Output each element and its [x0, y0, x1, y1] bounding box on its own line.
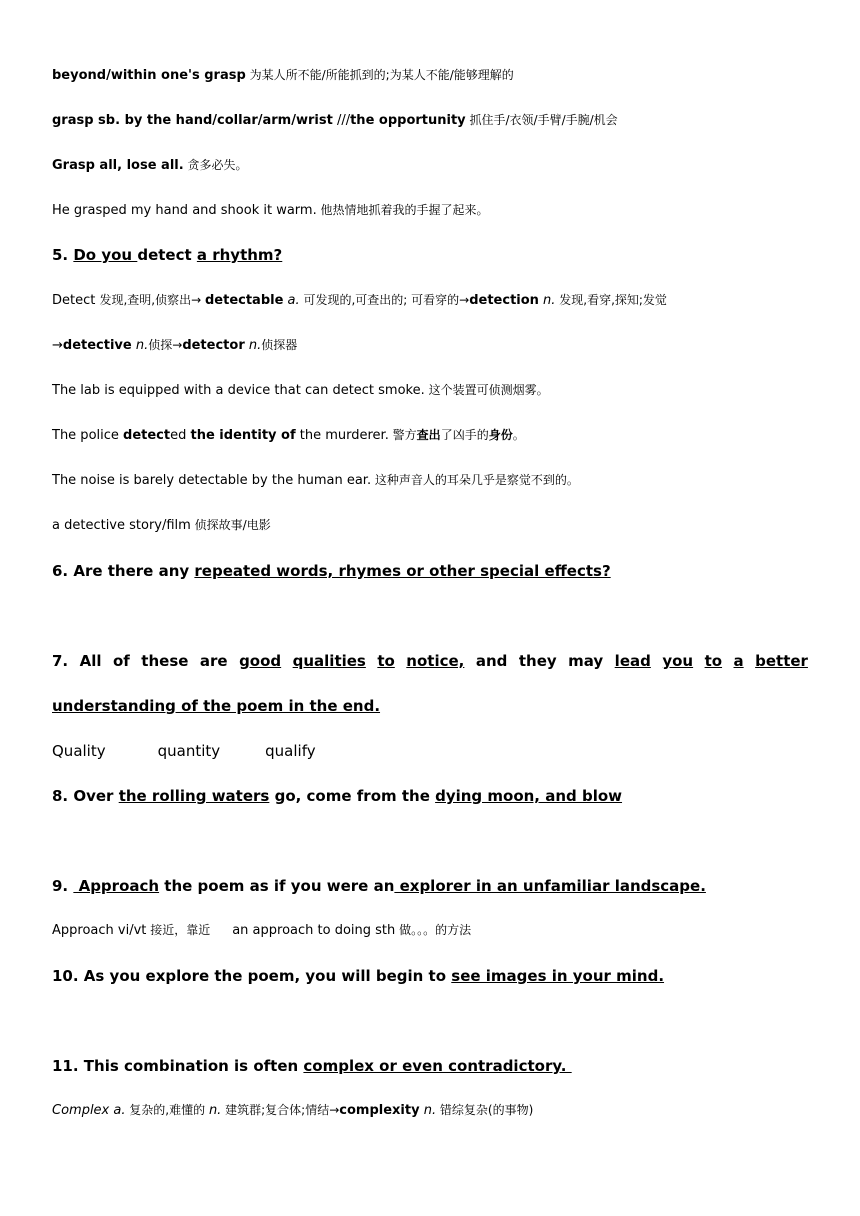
- item-number: 6.: [52, 562, 74, 580]
- translation: 侦探→: [148, 338, 183, 352]
- translation: 贪多必失。: [183, 158, 248, 172]
- item-number: 11.: [52, 1057, 84, 1075]
- word: to: [704, 652, 723, 670]
- word: Approach vi/vt: [52, 923, 147, 938]
- word: notice,: [406, 652, 465, 670]
- line-detect-example-3: [52, 471, 579, 490]
- word: of: [112, 652, 130, 670]
- heading-6: [52, 561, 611, 581]
- line-grasp-example: [52, 201, 489, 220]
- text: ed: [170, 428, 191, 443]
- line-grasp-all: [52, 156, 248, 175]
- heading-11: [52, 1056, 572, 1076]
- pos: n.: [244, 338, 262, 353]
- heading-5: [52, 245, 282, 265]
- text: the murderer.: [295, 428, 389, 443]
- text: Over: [73, 787, 119, 805]
- translation: 侦探器: [261, 338, 298, 352]
- word: they: [518, 652, 557, 670]
- translation: 接近，靠近: [146, 923, 211, 937]
- example-sentence: The lab is equipped with a device that can detect smoke.: [52, 383, 425, 398]
- word: lead: [614, 652, 651, 670]
- proverb: Grasp all, lose all.: [52, 158, 184, 173]
- translation: 发现,查明,侦察出→: [99, 293, 205, 307]
- heading-7-line-1: [52, 651, 808, 671]
- translation: 侦探故事/电影: [190, 518, 271, 532]
- underlined-text: the rolling waters: [118, 787, 270, 805]
- word: may: [568, 652, 604, 670]
- word: qualify: [265, 742, 316, 760]
- line-detective-story: [52, 516, 271, 535]
- pos: a.: [109, 1103, 126, 1118]
- example-sentence: He grasped my hand and shook it warm.: [52, 203, 317, 218]
- phrase-2: the opportunity: [350, 113, 466, 128]
- translation: 他热情地抓着我的手握了起来。: [316, 203, 489, 217]
- word: Complex: [52, 1103, 110, 1118]
- word: detector: [182, 338, 245, 353]
- word: qualities: [292, 652, 366, 670]
- item-number: 10.: [52, 967, 84, 985]
- phrase: beyond/within one's grasp: [52, 68, 246, 83]
- translation: 抓住手/衣领/手臂/手腕/机会: [465, 113, 618, 127]
- pos: n.: [131, 338, 149, 353]
- text: As you explore the poem, you will begin to: [83, 967, 452, 985]
- translation: 警方: [388, 428, 417, 442]
- translation: 。: [512, 428, 525, 442]
- pos: n.: [208, 1103, 222, 1118]
- line-detect-forms: [52, 291, 667, 310]
- underlined-text: explorer in an unfamiliar landscape.: [394, 877, 706, 895]
- translation-bold: 查出: [416, 428, 441, 442]
- word: detect: [123, 428, 171, 443]
- line-grasp-sb: [52, 111, 618, 130]
- translation: 可发现的,可查出的; 可看穿的→: [299, 293, 470, 307]
- underlined-text: Approach: [73, 877, 160, 895]
- arrow: →: [52, 338, 63, 353]
- text: Are there any: [73, 562, 195, 580]
- word: are: [199, 652, 228, 670]
- translation: 错综复杂(的事物): [436, 1103, 534, 1117]
- word: detective: [62, 338, 132, 353]
- word: better: [755, 652, 808, 670]
- word: and: [475, 652, 508, 670]
- item-number: 9.: [52, 877, 74, 895]
- underlined-text: Do you: [73, 246, 138, 264]
- text: The police: [52, 428, 124, 443]
- underlined-text: understanding of the poem in the end.: [52, 697, 381, 715]
- pos: n.: [419, 1103, 437, 1118]
- pos: a.: [283, 293, 300, 308]
- text: the poem as if you were an: [159, 877, 395, 895]
- translation-bold: 身份: [488, 428, 513, 442]
- separator: ///: [332, 113, 351, 128]
- line-detect-example-1: [52, 381, 549, 400]
- item-number: 8.: [52, 787, 74, 805]
- text: go, come from the: [269, 787, 436, 805]
- phrase: an approach to doing sth: [232, 923, 396, 938]
- phrase: the identity of: [190, 428, 296, 443]
- underlined-text: see images in your mind.: [451, 967, 665, 985]
- heading-10: [52, 966, 664, 986]
- line-grasp-phrase: [52, 66, 514, 85]
- phrase: grasp sb. by the hand/collar/arm/wrist: [52, 113, 333, 128]
- translation: 发现,看穿,探知;发觉: [555, 293, 667, 307]
- pos: n.: [538, 293, 556, 308]
- heading-8: [52, 786, 622, 806]
- word: All: [79, 652, 102, 670]
- example-sentence: The noise is barely detectable by the human ear.: [52, 473, 372, 488]
- word: detection: [469, 293, 539, 308]
- heading-9: [52, 876, 706, 896]
- item-number: 7.: [52, 652, 69, 670]
- translation: 为某人所不能/所能抓到的;为某人不能/能够理解的: [245, 68, 514, 82]
- phrase: a detective story/film: [52, 518, 191, 533]
- word: these: [141, 652, 189, 670]
- item-number: 5.: [52, 246, 74, 264]
- underlined-text: repeated words, rhymes or other special effects?: [194, 562, 611, 580]
- translation: 这种声音人的耳朵几乎是察觉不到的。: [371, 473, 579, 487]
- word: detectable: [204, 293, 284, 308]
- translation: 建筑群;复合体;情结→: [221, 1103, 340, 1117]
- heading-7-line-2: [52, 696, 380, 716]
- word: quantity: [157, 742, 221, 760]
- line-detective-forms: [52, 336, 297, 355]
- underlined-text: a rhythm?: [196, 246, 283, 264]
- word: Quality: [52, 742, 106, 760]
- word: complexity: [339, 1103, 420, 1118]
- translation: 复杂的,难懂的: [125, 1103, 209, 1117]
- underlined-text: complex or even contradictory.: [303, 1057, 572, 1075]
- word: Detect: [52, 293, 100, 308]
- text: detect: [137, 246, 197, 264]
- underlined-text: dying moon, and blow: [435, 787, 623, 805]
- line-detect-example-2: [52, 426, 525, 445]
- translation: 做。。。的方法: [395, 923, 472, 937]
- line-complex: [52, 1101, 533, 1120]
- translation: 了凶手的: [440, 428, 489, 442]
- line-quality-words: [52, 741, 316, 761]
- text: This combination is often: [83, 1057, 304, 1075]
- word: a: [733, 652, 744, 670]
- word: you: [662, 652, 694, 670]
- word: good: [239, 652, 282, 670]
- line-approach: [52, 921, 471, 940]
- word: to: [377, 652, 395, 670]
- translation: 这个装置可侦测烟雾。: [424, 383, 549, 397]
